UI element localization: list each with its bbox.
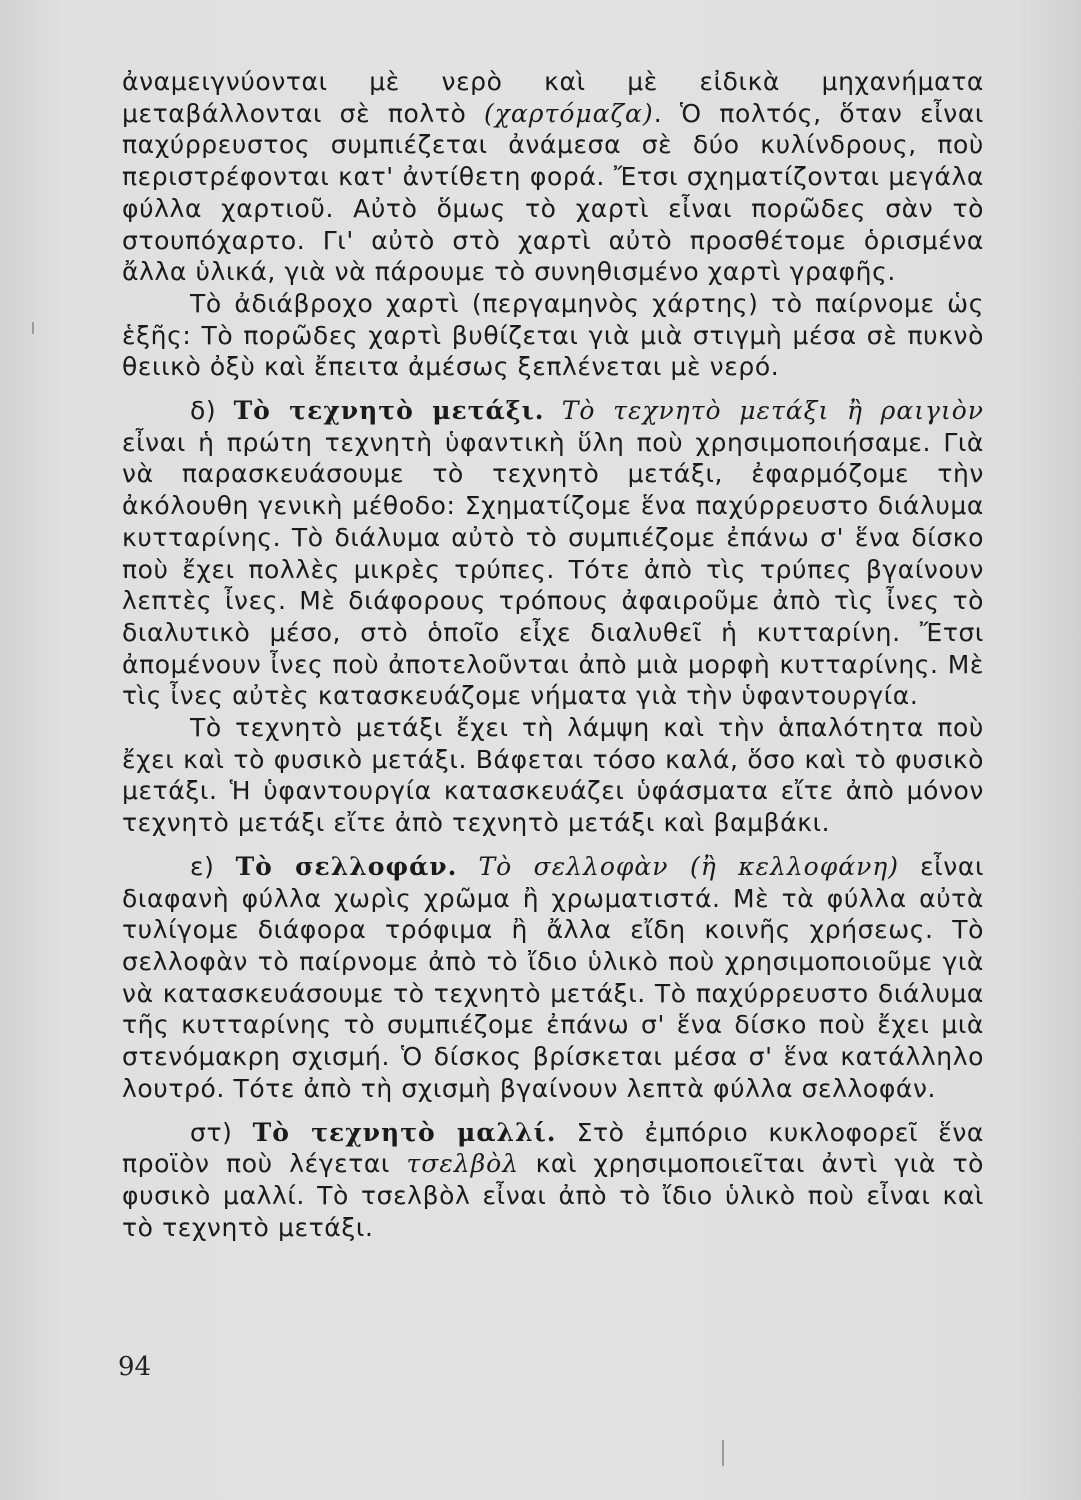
- paragraph-text: Τὸ ἀδιάβροχο χαρτὶ (περγαμηνὸς χάρτης) τὸ παίρνομε ὡς ἑξῆς: Τὸ πορῶδες χαρτὶ βυθίζεται γιὰ μιὰ στιγμὴ μέσα σὲ πυκνὸ θειικὸ ὀξὺ καὶ ἔπειτα ἀμέσως ξεπλένεται μὲ νερό.: [122, 288, 984, 382]
- paragraph-silk-properties: [122, 712, 984, 839]
- section-text: Στὸ ἐμπόριο κυκλοφορεῖ ἕνα προϊὸν ποὺ λέγεται: [122, 1117, 985, 1179]
- section-number: στ): [190, 1117, 233, 1147]
- margin-mark: [32, 322, 34, 334]
- italic-term: τσελβὸλ: [406, 1149, 520, 1179]
- italic-term: (χαρτόμαζα): [484, 98, 654, 128]
- italic-term: Τὸ σελλοφὰν (ἢ κελλοφάνη): [478, 851, 900, 881]
- section-heading: Τὸ τεχνητὸ μαλλί.: [252, 1117, 557, 1147]
- paragraph-text: Τὸ τεχνητὸ μετάξι ἔχει τὴ λάμψη καὶ τὴν ἁπαλότητα ποὺ ἔχει καὶ τὸ φυσικὸ μετάξι. Βάφεται τόσο καλά, ὅσο καὶ τὸ φυσικὸ μετάξι. Ἡ ὑφαντουργία κατασκευάζει ὑφάσματα εἴτε ἀπὸ μόνον τεχνητὸ μετάξι εἴτε ἀπὸ τεχνητὸ μετάξι καὶ βαμβάκι.: [122, 713, 984, 838]
- body-text: [122, 66, 984, 1243]
- paragraph-text: ἀναμειγνύονται μὲ νερὸ καὶ μὲ εἰδικὰ μηχανήματα μεταβάλλονται σὲ πολτὸ: [122, 67, 984, 128]
- section-number: ε): [190, 851, 215, 881]
- page-number: 94: [118, 1352, 152, 1382]
- italic-term: Τὸ τεχνητὸ μετάξι ἢ ραιγιὸν: [561, 396, 985, 426]
- section-text: εἶναι ἡ πρώτη τεχνητὴ ὑφαντικὴ ὕλη ποὺ χρησιμοποιήσαμε. Γιὰ νὰ παρασκευάσουμε τὸ τεχνητὸ μετάξι, ἐφαρμόζομε τὴν ἀκόλουθη γενικὴ μέθοδο: Σχηματίζομε ἕνα παχύρρευστο διάλυμα κυτταρίνης. Τὸ διάλυμα αὐτὸ τὸ συμπιέζομε ἐπάνω σ' ἕνα δίσκο ποὺ ἔχει πολλὲς μικρὲς τρύπες. Τότε ἀπὸ τὶς τρύπες βγαίνουν λεπτὲς ἶνες. Μὲ διάφορους τρόπους ἀφαιροῦμε ἀπὸ τὶς ἶνες τὸ διαλυτικὸ μέσο, στὸ ὁποῖο εἶχε διαλυθεῖ ἡ κυτταρίνη. Ἔτσι ἀπομένουν ἶνες ποὺ ἀποτελοῦνται ἀπὸ μιὰ μορφὴ κυτταρίνης. Μὲ τὶς ἶνες αὐτὲς κατασκευάζομε νήματα γιὰ τὴν ὑφαντουργία.: [122, 427, 984, 711]
- paragraph-text-continued: . Ὁ πολτός, ὅταν εἶναι παχύρρευστος συμπιέζεται ἀνάμεσα σὲ δύο κυλίνδρους, ποὺ περιστρέφονται κατ' ἀντίθετη φορά. Ἔτσι σχηματίζονται μεγάλα φύλλα χαρτιοῦ. Αὐτὸ ὅμως τὸ χαρτὶ εἶναι πορῶδες σὰν τὸ στουπόχαρτο. Γι' αὐτὸ στὸ χαρτὶ αὐτὸ προσθέτομε ὁρισμένα ἄλλα ὑλικά, γιὰ νὰ πάρουμε τὸ συνηθισμένο χαρτὶ γραφῆς.: [122, 98, 984, 287]
- paragraph-paper-pulp: [122, 66, 984, 288]
- section-text-continued: καὶ χρησιμοποιεῖται ἀντὶ γιὰ τὸ φυσικὸ μαλλί. Τὸ τσελβὸλ εἶναι ἀπὸ τὸ ἴδιο ὑλικὸ ποὺ εἶναι καὶ τὸ τεχνητὸ μετάξι.: [122, 1149, 984, 1242]
- section-number: δ): [190, 396, 217, 426]
- margin-mark: [722, 1440, 724, 1466]
- paragraph-waterproof-paper: [122, 288, 984, 383]
- section-artificial-silk: [122, 395, 984, 712]
- section-heading: Τὸ σελλοφάν.: [235, 851, 458, 881]
- section-heading: Τὸ τεχνητὸ μετάξι.: [233, 396, 545, 426]
- section-cellophane: [122, 851, 984, 1105]
- section-text: εἶναι διαφανὴ φύλλα χωρὶς χρῶμα ἢ χρωματιστά. Μὲ τὰ φύλλα αὐτὰ τυλίγομε διάφορα τρόφιμα ἢ ἄλλα εἴδη κοινῆς χρήσεως. Τὸ σελλοφὰν τὸ παίρνομε ἀπὸ τὸ ἴδιο ὑλικὸ ποὺ χρησιμοποιοῦμε γιὰ νὰ κατασκευάσουμε τὸ τεχνητὸ μετάξι. Τὸ παχύρρευστο διάλυμα τῆς κυτταρίνης τὸ συμπιέζομε ἐπάνω σ' ἕνα δίσκο ποὺ ἔχει μιὰ στενόμακρη σχισμή. Ὁ δίσκος βρίσκεται μέσα σ' ἕνα κατάλληλο λουτρό. Τότε ἀπὸ τὴ σχισμὴ βγαίνουν λεπτὰ φύλλα σελλοφάν.: [122, 851, 985, 1103]
- section-artificial-wool: [122, 1117, 984, 1244]
